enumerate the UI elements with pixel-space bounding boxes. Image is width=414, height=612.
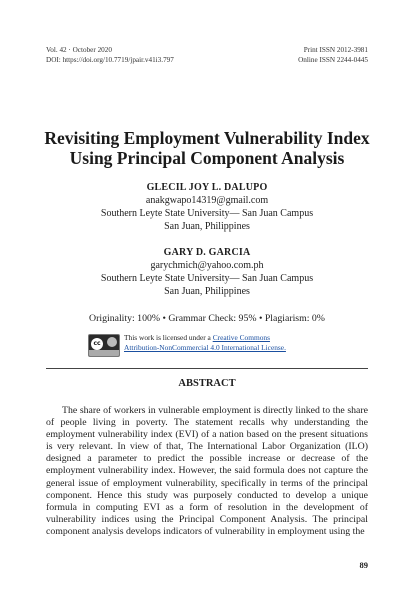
author-location: San Juan, Philippines bbox=[164, 221, 250, 232]
license-block bbox=[88, 333, 348, 357]
online-issn: Online ISSN 2244-0445 bbox=[298, 56, 368, 64]
print-issn: Print ISSN 2012-3981 bbox=[303, 46, 368, 54]
author-email[interactable]: garychmich@yahoo.com.ph bbox=[150, 260, 264, 271]
author-affiliation: Southern Leyte State University— San Juan Campus bbox=[100, 208, 314, 219]
paper-title bbox=[20, 128, 394, 168]
title-line-2: Using Principal Component Analysis bbox=[69, 148, 345, 168]
doi-text[interactable]: DOI: https://doi.org/10.7719/jpair.v41i3.797 bbox=[46, 56, 174, 64]
license-link-part-2[interactable]: Attribution-NonCommercial 4.0 International License. bbox=[124, 343, 286, 352]
author-block-2 bbox=[40, 246, 374, 298]
badge-strip bbox=[89, 350, 119, 356]
abstract-body bbox=[46, 405, 368, 538]
by-attribution-icon bbox=[107, 337, 117, 347]
creative-commons-badge-icon[interactable] bbox=[88, 334, 120, 357]
abstract-heading: ABSTRACT bbox=[178, 378, 236, 389]
abstract-paragraph: The share of workers in vulnerable employment is directly linked to the share of people living in poverty. The statement recalls why understanding the employment vulnerability index (EVI) of a nation based on the present situations is very relevant. In view of that, The International Labor Organization (ILO) designed a parameter to predict the possible increase or decrease of the employment vulnerability index. However, the said formula does not capture the general issue of employment vulnerability, specifically in terms of the principal component. Hence this study was purposely conducted to develop a unique formula in computing EVI as a form of resolution in the development of vulnerability indices using the Principal Component Analysis. The principal component analysis develops indicators of vulnerability in employment using the bbox=[46, 405, 368, 537]
cc-logo-icon: cc bbox=[91, 338, 103, 350]
author-location: San Juan, Philippines bbox=[164, 286, 250, 297]
quality-checks: Originality: 100% • Grammar Check: 95% • Plagiarism: 0% bbox=[89, 313, 325, 324]
author-email[interactable]: anakgwapo14319@gmail.com bbox=[145, 195, 269, 206]
journal-header-right bbox=[298, 45, 368, 65]
title-line-1: Revisiting Employment Vulnerability Index bbox=[44, 128, 370, 148]
journal-header-left bbox=[46, 45, 174, 65]
license-text bbox=[124, 333, 286, 353]
author-block-1 bbox=[40, 181, 374, 233]
page-number: 89 bbox=[359, 560, 368, 570]
author-name: GARY D. GARCIA bbox=[163, 247, 251, 258]
volume-text: Vol. 42 · October 2020 bbox=[46, 46, 112, 54]
divider bbox=[46, 368, 368, 369]
license-link-part-1[interactable]: Creative Commons bbox=[212, 333, 270, 342]
author-name: GLECIL JOY L. DALUPO bbox=[146, 182, 268, 193]
author-affiliation: Southern Leyte State University— San Juan Campus bbox=[100, 273, 314, 284]
license-prefix: This work is licensed under a bbox=[124, 333, 211, 342]
